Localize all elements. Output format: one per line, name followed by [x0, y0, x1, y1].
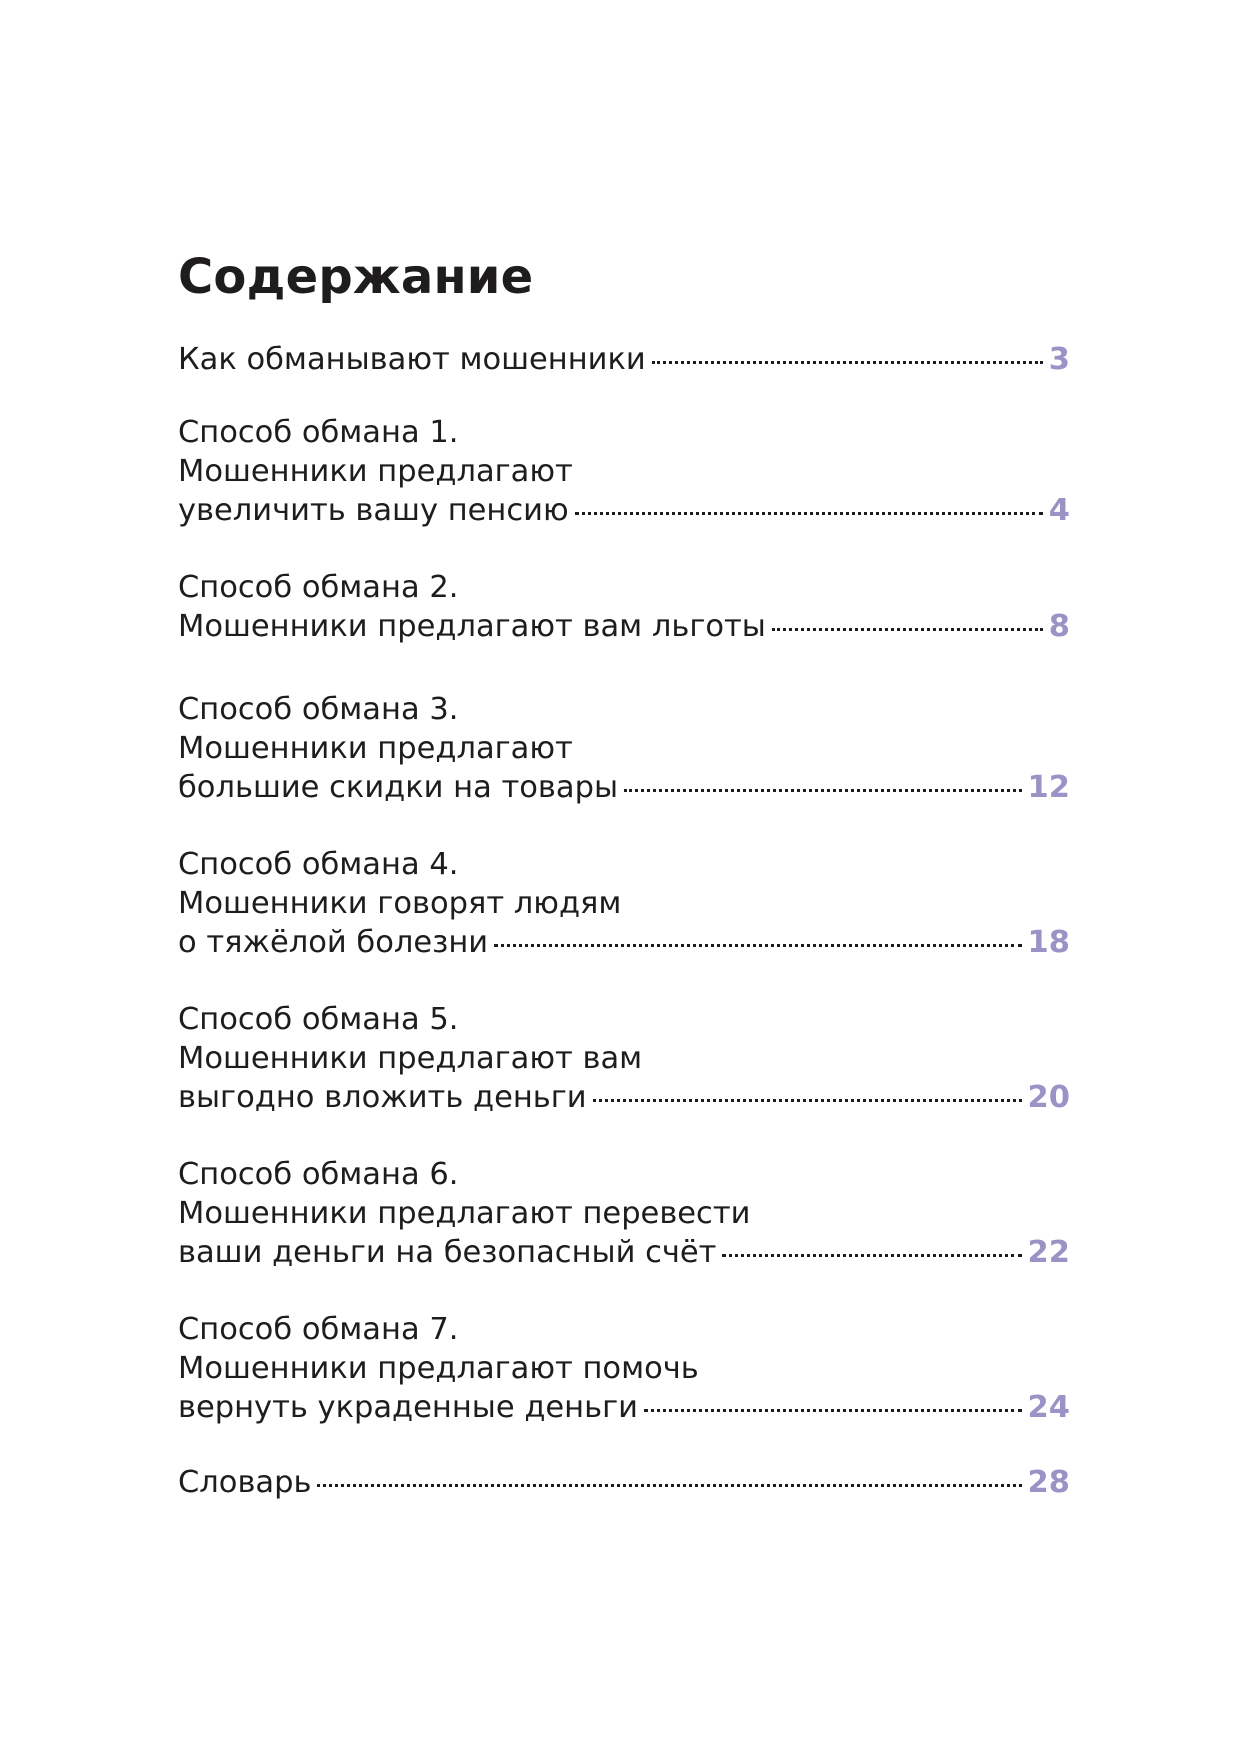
dot-leader [652, 361, 1043, 364]
dot-leader [575, 512, 1043, 515]
toc-entry-line: Мошенники предлагают [178, 454, 573, 489]
toc-entry-line: Способ обмана 4. [178, 847, 459, 882]
toc-entry-line: ваши деньги на безопасный счёт [178, 1235, 717, 1270]
toc-entry-last-line [178, 607, 1070, 646]
toc-entry-line: Мошенники предлагают перевести [178, 1196, 751, 1231]
toc-entry-last-line [178, 1233, 1070, 1272]
toc-page-number: 4 [1048, 493, 1070, 528]
dot-leader [772, 628, 1043, 631]
toc-entry-last-line [178, 1388, 1070, 1427]
toc-entry-last-line [178, 340, 1070, 379]
toc-page-number: 8 [1048, 609, 1070, 644]
toc-page-number: 20 [1027, 1080, 1070, 1115]
dot-leader [317, 1484, 1021, 1487]
toc-entry-last-line [178, 923, 1070, 962]
toc-entry-line: Мошенники предлагают помочь [178, 1351, 699, 1386]
toc-entry-line: Мошенники предлагают вам [178, 1041, 643, 1076]
toc-entry-line: Способ обмана 5. [178, 1002, 459, 1037]
toc-entry-line: Мошенники предлагают [178, 731, 573, 766]
dot-leader [722, 1254, 1021, 1257]
page-title: Содержание [178, 249, 534, 305]
toc-entry[interactable] [178, 340, 1070, 379]
toc-page-number: 3 [1048, 342, 1070, 377]
toc-entry-line: о тяжёлой болезни [178, 925, 489, 960]
toc-entry-line: Словарь [178, 1465, 312, 1500]
toc-entry[interactable] [178, 1000, 1070, 1117]
dot-leader [593, 1099, 1022, 1102]
toc-entry[interactable] [178, 690, 1070, 807]
toc-entry[interactable] [178, 1463, 1070, 1502]
toc-entry[interactable] [178, 568, 1070, 646]
toc-entry[interactable] [178, 1155, 1070, 1272]
toc-entry-last-line [178, 768, 1070, 807]
toc-entry[interactable] [178, 1310, 1070, 1427]
dot-leader [644, 1409, 1022, 1412]
toc-entry[interactable] [178, 413, 1070, 530]
toc-entry-line: Способ обмана 3. [178, 692, 459, 727]
toc-page-number: 12 [1027, 770, 1070, 805]
toc-entry-line: увеличить вашу пенсию [178, 493, 569, 528]
toc-page-number: 22 [1027, 1235, 1070, 1270]
toc-entry-line: большие скидки на товары [178, 770, 619, 805]
toc-entry-line: Мошенники говорят людям [178, 886, 622, 921]
toc-entry-line: Способ обмана 1. [178, 415, 459, 450]
toc-entry-line: выгодно вложить деньги [178, 1080, 587, 1115]
dot-leader [494, 944, 1021, 947]
toc-page-number: 24 [1027, 1390, 1070, 1425]
toc-entry-last-line [178, 1463, 1070, 1502]
toc-entry-line: Способ обмана 2. [178, 570, 459, 605]
toc-entry-line: Способ обмана 6. [178, 1157, 459, 1192]
toc-entry-last-line [178, 1078, 1070, 1117]
toc-entry-line: Мошенники предлагают вам льготы [178, 609, 766, 644]
toc-entry-last-line [178, 491, 1070, 530]
toc-entry-line: Способ обмана 7. [178, 1312, 459, 1347]
toc-entry-line: вернуть украденные деньги [178, 1390, 638, 1425]
dot-leader [624, 789, 1022, 792]
toc-page-number: 28 [1027, 1465, 1070, 1500]
toc-entry-line: Как обманывают мошенники [178, 342, 646, 377]
toc-entry[interactable] [178, 845, 1070, 962]
toc-page-number: 18 [1027, 925, 1070, 960]
